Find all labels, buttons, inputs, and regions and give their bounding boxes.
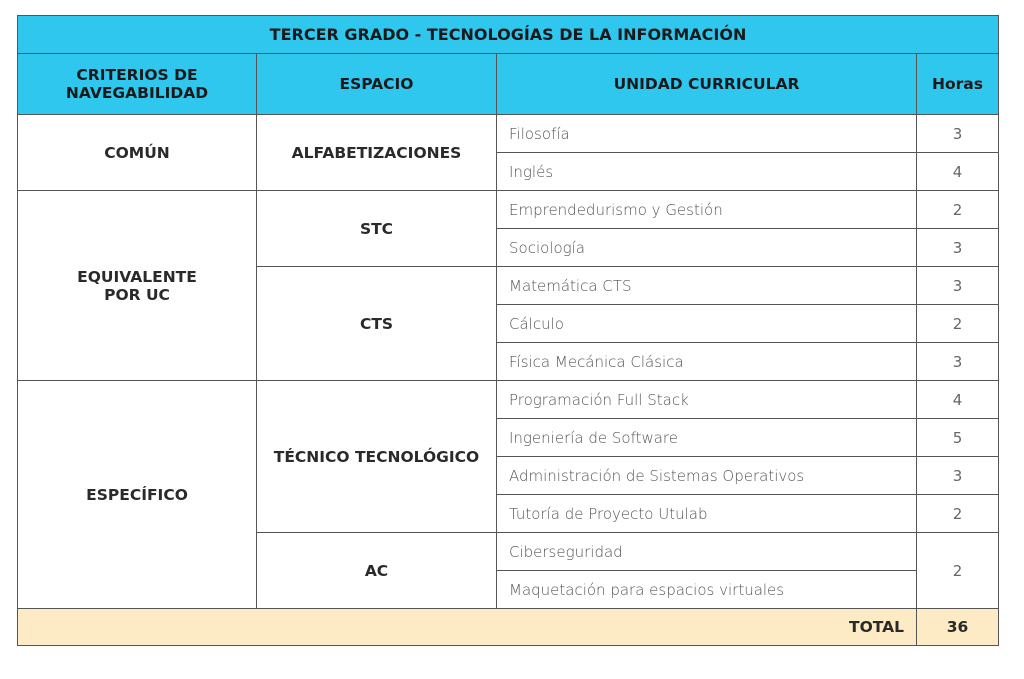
uc-cell: Matemática CTS — [497, 267, 917, 305]
uc-cell: Emprendedurismo y Gestión — [497, 191, 917, 229]
category-especifico: ESPECÍFICO — [18, 381, 257, 609]
horas-cell: 3 — [917, 457, 999, 495]
header-row — [18, 54, 999, 115]
category-equivalente — [18, 191, 257, 381]
horas-cell: 2 — [917, 191, 999, 229]
category-equivalente-line1: EQUIVALENTE — [77, 267, 197, 286]
horas-cell: 2 — [917, 495, 999, 533]
espacio-tecnico: TÉCNICO TECNOLÓGICO — [257, 381, 497, 533]
horas-cell: 5 — [917, 419, 999, 457]
uc-cell: Maquetación para espacios virtuales — [497, 571, 917, 609]
horas-cell: 2 — [917, 533, 999, 609]
uc-cell: Tutoría de Proyecto Utulab — [497, 495, 917, 533]
total-label: TOTAL — [18, 609, 917, 646]
table-row — [18, 381, 999, 419]
header-horas: Horas — [917, 54, 999, 115]
uc-cell: Física Mecánica Clásica — [497, 343, 917, 381]
uc-cell: Administración de Sistemas Operativos — [497, 457, 917, 495]
horas-cell: 4 — [917, 153, 999, 191]
horas-cell: 2 — [917, 305, 999, 343]
curriculum-table — [17, 15, 999, 646]
header-unidad: UNIDAD CURRICULAR — [497, 54, 917, 115]
table-row — [18, 115, 999, 153]
uc-cell: Cálculo — [497, 305, 917, 343]
espacio-ac: AC — [257, 533, 497, 609]
horas-cell: 3 — [917, 343, 999, 381]
horas-cell: 3 — [917, 267, 999, 305]
espacio-alfabetizaciones: ALFABETIZACIONES — [257, 115, 497, 191]
category-equivalente-line2: POR UC — [104, 285, 170, 304]
uc-cell: Sociología — [497, 229, 917, 267]
uc-cell: Inglés — [497, 153, 917, 191]
espacio-cts: CTS — [257, 267, 497, 381]
header-criterios-line2: NAVEGABILIDAD — [65, 84, 209, 102]
header-criterios-line1: CRITERIOS DE — [76, 66, 198, 84]
header-criterios — [18, 54, 257, 115]
category-comun: COMÚN — [18, 115, 257, 191]
horas-cell: 3 — [917, 229, 999, 267]
total-row — [18, 609, 999, 646]
uc-cell: Ingeniería de Software — [497, 419, 917, 457]
horas-cell: 4 — [917, 381, 999, 419]
uc-cell: Programación Full Stack — [497, 381, 917, 419]
espacio-stc: STC — [257, 191, 497, 267]
uc-cell: Filosofía — [497, 115, 917, 153]
title-row — [18, 16, 999, 54]
table-row — [18, 191, 999, 229]
table-title: TERCER GRADO - TECNOLOGÍAS DE LA INFORMACIÓN — [18, 16, 999, 54]
horas-cell: 3 — [917, 115, 999, 153]
total-value: 36 — [917, 609, 999, 646]
uc-cell: Ciberseguridad — [497, 533, 917, 571]
header-espacio: ESPACIO — [257, 54, 497, 115]
